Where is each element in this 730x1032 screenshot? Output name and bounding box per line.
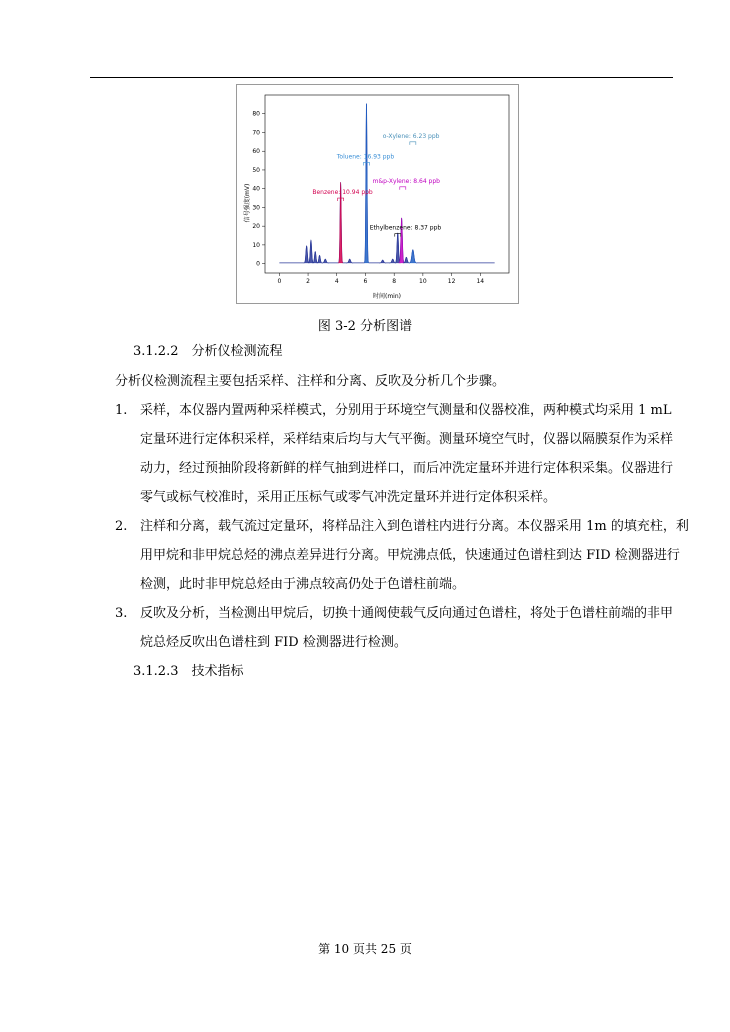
- x-tick-label: 8: [392, 278, 397, 285]
- header-rule: [90, 77, 673, 78]
- item-1-number: 1.: [115, 403, 128, 418]
- item-2-line: 注样和分离，载气流过定量环，将样品注入到色谱柱内进行分离。本仪器采用 1m 的填充柱，利: [140, 519, 689, 534]
- peak-marker: [410, 142, 416, 145]
- figure-caption: 图 3-2 分析图谱: [317, 319, 413, 334]
- x-tick-label: 14: [476, 278, 485, 285]
- chromatogram-chart: [237, 85, 518, 303]
- peak: [317, 255, 323, 262]
- peak: [395, 233, 401, 263]
- peak: [409, 250, 417, 263]
- y-tick-label: 70: [252, 129, 260, 137]
- item-1-line: 定量环进行定体积采样，采样结束后均与大气平衡。测量环境空气时，仪器以隔膜泵作为采样: [140, 432, 674, 447]
- x-tick-label: 12: [447, 278, 456, 285]
- peak: [304, 246, 310, 263]
- peak-annotation: Ethylbenzene: 8.37 ppb: [369, 224, 442, 232]
- item-3-line: 烷总烃反吹出色谱柱到 FID 检测器进行检测。: [140, 635, 407, 650]
- item-1-line: 采样，本仪器内置两种采样模式，分别用于环境空气测量和仪器校准，两种模式均采用 1 mL: [140, 403, 672, 418]
- section-heading-3-1-2-2: 3.1.2.2 分析仪检测流程: [133, 344, 283, 359]
- peak-marker: [400, 187, 406, 190]
- peak-annotation: m&p-Xylene: 8.64 ppb: [372, 177, 440, 185]
- x-axis-label: 时间(min): [373, 293, 401, 300]
- x-tick-label: 4: [334, 278, 339, 285]
- peak: [389, 259, 396, 263]
- item-1-line: 动力，经过预抽阶段将新鲜的样气抽到进样口，而后冲洗定量环并进行定体积采集。仪器进行: [140, 461, 674, 476]
- y-tick-label: 60: [252, 148, 260, 156]
- peak: [308, 240, 314, 262]
- peak-annotation: Benzene: 10.94 ppb: [312, 189, 373, 197]
- item-3-number: 3.: [115, 606, 128, 621]
- y-tick-label: 20: [252, 223, 260, 231]
- page-footer: 第 10 页共 25 页: [318, 942, 412, 956]
- y-tick-label: 50: [252, 166, 260, 174]
- peak: [346, 259, 353, 263]
- chromatogram-figure: [236, 84, 519, 304]
- peak: [312, 252, 318, 263]
- section-heading-3-1-2-3: 3.1.2.3 技术指标: [133, 664, 244, 679]
- intro-paragraph: 分析仪检测流程主要包括采样、注样和分离、反吹及分析几个步骤。: [115, 374, 506, 389]
- y-tick-label: 40: [252, 185, 260, 193]
- item-3-line: 反吹及分析，当检测出甲烷后，切换十通阀使载气反向通过色谱柱，将处于色谱柱前端的非甲: [140, 606, 674, 621]
- peak-annotation: o-Xylene: 6.23 ppb: [382, 132, 440, 140]
- peak: [364, 104, 369, 263]
- y-tick-label: 0: [256, 260, 260, 268]
- x-tick-label: 6: [363, 278, 368, 285]
- item-2-number: 2.: [115, 519, 128, 534]
- x-tick-label: 0: [277, 278, 282, 285]
- y-tick-label: 80: [252, 110, 260, 118]
- item-1-line: 零气或标气校准时，采用正压标气或零气冲洗定量环并进行定体积采样。: [140, 490, 557, 505]
- y-tick-label: 30: [252, 204, 260, 212]
- item-2-line: 检测，此时非甲烷总烃由于沸点较高仍处于色谱柱前端。: [140, 577, 466, 592]
- y-axis-label: 信号强度(mV): [244, 183, 251, 223]
- x-tick-label: 2: [306, 278, 310, 285]
- peak-annotation: Toluene: 16.93 ppb: [336, 153, 395, 161]
- x-tick-label: 10: [419, 278, 427, 285]
- y-tick-label: 10: [252, 241, 260, 249]
- peak: [322, 259, 329, 263]
- item-2-line: 用甲烷和非甲烷总烃的沸点差异进行分离。甲烷沸点低，快速通过色谱柱到达 FID 检测器进行: [140, 548, 680, 563]
